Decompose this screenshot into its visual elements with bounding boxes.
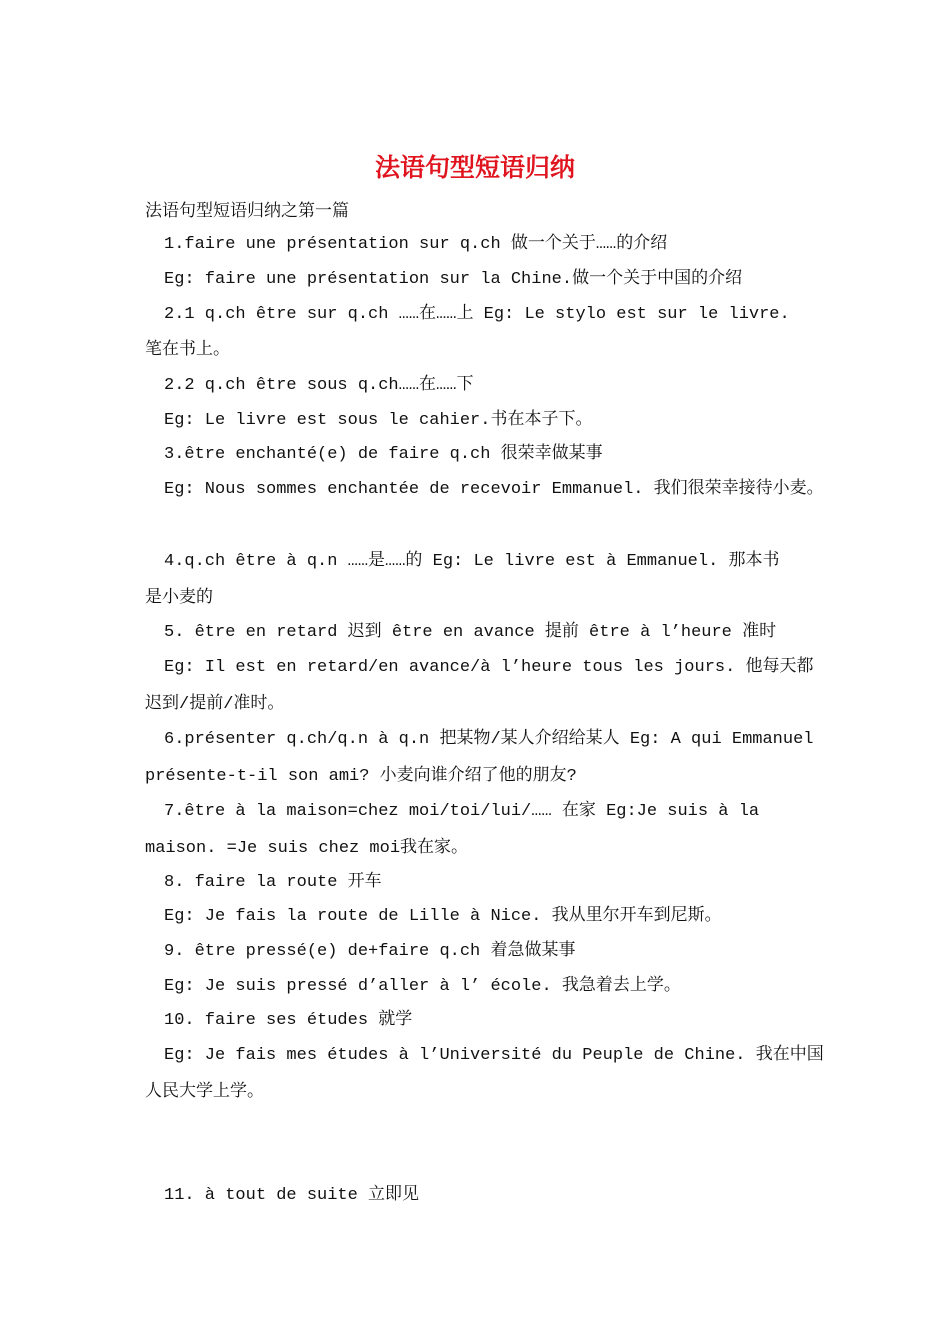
- text-line: 7.être à la maison=chez moi/toi/lui/…… 在家 Eg:Je suis à la: [164, 802, 760, 821]
- text-line: 迟到/提前/准时。: [145, 695, 285, 714]
- text-line: 2.1 q.ch être sur q.ch ……在……上 Eg: Le stylo est sur le livre.: [164, 305, 790, 324]
- text-line: 6.présenter q.ch/q.n à q.n 把某物/某人介绍给某人 Eg: A qui Emmanuel: [164, 730, 814, 749]
- text-line: 11. à tout de suite 立即见: [164, 1186, 420, 1205]
- text-line: Eg: Je fais la route de Lille à Nice. 我从里尔开车到尼斯。: [164, 907, 722, 926]
- text-line: 9. être pressé(e) de+faire q.ch 着急做某事: [164, 942, 576, 961]
- text-line: Eg: Il est en retard/en avance/à l’heure tous les jours. 他每天都: [164, 658, 814, 677]
- text-line: 笔在书上。: [145, 341, 230, 360]
- document-subtitle: 法语句型短语归纳之第一篇: [145, 201, 349, 221]
- text-line: présente-t-il son ami? 小麦向谁介绍了他的朋友?: [145, 767, 577, 786]
- text-line: 2.2 q.ch être sous q.ch……在……下: [164, 376, 474, 395]
- text-line: Eg: faire une présentation sur la Chine.做一个关于中国的介绍: [164, 270, 743, 289]
- text-line: 8. faire la route 开车: [164, 873, 382, 892]
- text-line: 1.faire une présentation sur q.ch 做一个关于……的介绍: [164, 235, 668, 254]
- text-line: Eg: Le livre est sous le cahier.书在本子下。: [164, 411, 593, 430]
- text-line: Eg: Je fais mes études à l’Université du Peuple de Chine. 我在中国: [164, 1046, 824, 1065]
- text-line: Eg: Je suis pressé d’aller à l’ école. 我急着去上学。: [164, 977, 681, 996]
- text-line: 10. faire ses études 就学: [164, 1011, 413, 1030]
- text-line: 是小麦的: [145, 589, 213, 608]
- text-line: 5. être en retard 迟到 être en avance 提前 être à l’heure 准时: [164, 623, 777, 642]
- text-line: 3.être enchanté(e) de faire q.ch 很荣幸做某事: [164, 445, 603, 464]
- document-title: 法语句型短语归纳: [374, 153, 575, 182]
- text-line: maison. =Je suis chez moi我在家。: [145, 839, 469, 858]
- text-line: 4.q.ch être à q.n ……是……的 Eg: Le livre est à Emmanuel. 那本书: [164, 552, 780, 571]
- text-line: Eg: Nous sommes enchantée de recevoir Emmanuel. 我们很荣幸接待小麦。: [164, 480, 824, 499]
- text-line: 人民大学上学。: [145, 1083, 264, 1102]
